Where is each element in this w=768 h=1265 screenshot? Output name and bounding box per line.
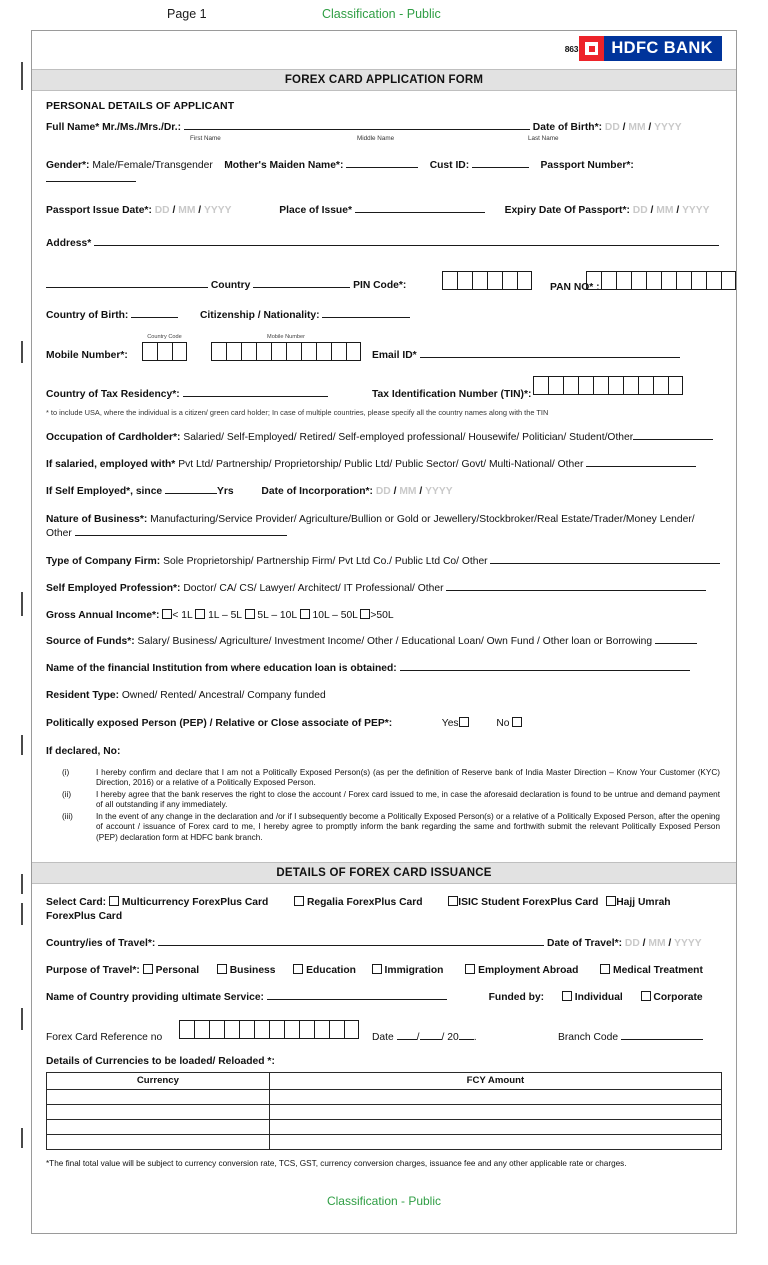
declaration-text: In the event of any change in the declaration and /or if I subsequently become a Politically Exposed Person(s) or a relative of a Politically Exposed Person, after the opening of account / issuance of Forex card to me, I hereby agree to promptly inform the bank regarding the same and forthwith submit the relevant Politically Exposed Person (PEP) declaration form at HDFC bank branch. — [96, 811, 720, 842]
first-name-hint: First Name — [190, 134, 221, 142]
mobile-number-caption: Mobile Number — [267, 334, 305, 341]
address-label: Address* — [46, 237, 92, 249]
purpose-of-travel-label: Purpose of Travel*: — [46, 965, 140, 977]
source-of-funds-other-input[interactable] — [655, 636, 697, 644]
doi-sep-1: / — [393, 486, 397, 498]
ultimate-service-input[interactable] — [267, 992, 447, 1000]
expiry-sep-1: / — [650, 204, 654, 216]
issuance-date-year-input[interactable] — [459, 1031, 474, 1039]
declaration-number: (iii) — [62, 811, 73, 821]
income-checkbox-3[interactable] — [300, 609, 310, 619]
nature-of-business-label: Nature of Business*: — [46, 514, 148, 526]
doi-sep-2: / — [419, 486, 423, 498]
type-of-company-options[interactable]: Sole Proprietorship/ Partnership Firm/ Pvt Ltd Co./ Public Ltd Co/ Other — [163, 555, 488, 567]
funded-by-option-0: Individual — [574, 991, 623, 1003]
full-name-input[interactable] — [184, 122, 530, 130]
declaration-item — [46, 790, 722, 811]
card-checkbox-multicurrency[interactable] — [109, 896, 119, 906]
cell-currency[interactable] — [47, 1104, 270, 1119]
col-header-fcy-amount: FCY Amount — [269, 1072, 721, 1089]
tin-label: Tax Identification Number (TIN)*: — [372, 389, 532, 401]
hdfc-bank-wordmark: HDFC BANK — [604, 36, 722, 61]
occupation-label: Occupation of Cardholder*: — [46, 432, 181, 444]
dob-sep-1: / — [622, 122, 626, 133]
issuance-title: DETAILS OF FOREX CARD ISSUANCE — [276, 867, 492, 880]
declaration-number: (ii) — [62, 789, 72, 799]
income-checkbox-4[interactable] — [360, 609, 370, 619]
type-of-company-other-input[interactable] — [490, 555, 720, 563]
income-checkbox-0[interactable] — [162, 609, 172, 619]
purpose-option-2: Education — [306, 965, 356, 977]
tin-boxes[interactable] — [533, 376, 683, 395]
last-name-hint: Last Name — [528, 134, 559, 142]
passport-issue-month-input[interactable]: MM — [178, 204, 196, 216]
change-bar — [21, 735, 23, 755]
card-checkbox-regalia[interactable] — [294, 896, 304, 906]
currencies-title: Details of Currencies to be loaded/ Reloaded *: — [46, 1055, 275, 1067]
resident-type-label: Resident Type: — [46, 690, 120, 702]
place-of-issue-label: Place of Issue* — [279, 204, 352, 216]
issuance-date-day-input[interactable] — [397, 1031, 417, 1039]
email-label: Email ID* — [372, 350, 417, 362]
mobile-number-label: Mobile Number*: — [46, 350, 128, 362]
cell-fcy-amount[interactable] — [269, 1119, 721, 1134]
source-of-funds-options[interactable]: Salary/ Business/ Agriculture/ Investment Income/ Other / Educational Loan/ Own Fund / Other loan or Borrowing — [137, 636, 653, 648]
passport-issue-day-input[interactable]: DD — [154, 204, 170, 216]
pep-yes-checkbox[interactable] — [459, 717, 469, 727]
form-title: FOREX CARD APPLICATION FORM — [284, 74, 484, 86]
cell-fcy-amount[interactable] — [269, 1104, 721, 1119]
purpose-option-4: Employment Abroad — [478, 965, 579, 977]
citizenship-input[interactable] — [322, 310, 410, 318]
travel-year-input[interactable]: YYYY — [674, 938, 702, 950]
expiry-month-input[interactable]: MM — [656, 204, 674, 216]
form-code: 863 — [564, 43, 579, 54]
change-bar — [21, 1008, 23, 1030]
purpose-checkbox-personal[interactable] — [143, 964, 153, 974]
pin-code-boxes[interactable] — [442, 271, 532, 290]
dob-sep-2: / — [648, 122, 652, 133]
country-code-boxes[interactable] — [142, 342, 187, 361]
mothers-maiden-name-input[interactable] — [346, 159, 418, 167]
forex-application-form: 863 HDFC BANK FOREX CARD APPLICATION FORM PERSONAL DETAILS OF APPLICANT Full Name* Mr./Ms./Mrs./Dr.: Date of Birth*: DD / MM / YYYY First Name Middle Name Last Name Gender*: Male/Female/Transgender Mother's Maiden Name*: Cust ID: Passport Number*: Passport Issue Date*: DD / MM / YYYY Place of Issue* Expiry Date Of Passport*: DD / MM / YYYY Address* Country PIN Code*: PAN NO* : Country of Birth: Citizenship / Nationality: Mobile Number*: Country Code Mobile Number Email ID* Country of Tax Residency*: Tax Identification Number (TIN)*: * to include USA, where the individual is a citizen/ green card holder; In case of multiple countries, please specify all the country names along with the TIN Occupation of Cardholder*: Salaried/ Self-Employed/ Retired/ Self-employed professional/ Housewife/ Politician/ Student/Other If salaried, employed with* Pvt Ltd/ Partnership/ Proprietorship/ Public Ltd/ Public Sector/ Govt/ Multi-National/ Other If Self Employed*, since Yrs Date of Incorporation*: DD / MM / YYYY Nature of Business*: Manufacturing/Service Provider/ Agriculture/Bullion or Gold or Jewellery/Stockbroker/Real Estate/Trader/Money Lender/ Other Type of Company Firm: Sole Proprietorship/ Partnership Firm/ Pvt Ltd Co./ Public Ltd Co/ Other Self Employed Profession*: Doctor/ CA/ CS/ Lawyer/ Architect/ IT Professional/ Other Gross Annual Income*: < 1L 1L – 5L 5L – 10L 10L – 50L >50L Source of Funds*: Salary/ Business/ Agriculture/ Investment Income/ Other / Educational Loan/ Own Fund / Other loan or Borrowing Name of the financial Institution from where education loan is obtained: Resident Type: Owned/ Rented/ Ancestral/ Company funded Politically exposed Person (PEP) / Relative or Close associate of PEP*: Yes No If declared, No: (i) I hereby confirm and declare that I am not a Politically Exposed Person(s) (as per the definition of Reserve bank of India Master Direction – Know Your Customer (KYC) Direction, 2016) or a relative of a Politically Exposed Person. (ii) I hereby agree that the bank reserves the right to close the account / Forex card issued to me, in case the aforesaid declaration is found to be untrue and demand payment of all outstanding if any immediately. (iii) In the event of any change in the declaration and /or if I subsequently become a Politically Exposed Person(s) or a relative of a Politically Exposed Person, after the opening of account / issuance of Forex card to me, I hereby agree to promptly inform the bank regarding the same and forthwith submit the relevant Politically Exposed Person (PEP) declaration form at HDFC bank branch. DETAILS OF FOREX CARD ISSUANCE Select Card: Multicurrency ForexPlus Card Regalia ForexPlus Card ISIC Student ForexPlus Card Hajj Umrah ForexPlus Card Country/ies of Travel*: Date of Travel*: DD / MM / YYYY Purpose of Travel*: Personal Business Education Immigration Employment Abroad Medical Treatment Name of Country providing ultimate Service: Funded by: Individual Corporate Forex Card Reference no Date / / 20 . Branch Code Details of Currencies to be loaded/ Reloaded *: Currency FCY Amount *The final total value will be subject to currency conversion rate, TCS, GST, currency conversion charges, issuance fee and any other applicable rate or charges. Classification - Public — [31, 30, 737, 1234]
if-salaried-other-input[interactable] — [586, 459, 696, 467]
passport-issue-date-label: Passport Issue Date*: — [46, 204, 152, 216]
mobile-number-boxes[interactable] — [211, 342, 361, 361]
table-row — [47, 1104, 722, 1119]
branch-code-label: Branch Code — [558, 1031, 619, 1043]
nature-of-business-options[interactable]: Manufacturing/Service Provider/ Agriculture/Bullion or Gold or Jewellery/Stockbroker/Real Estate/Trader/Money Lender/ — [150, 514, 695, 526]
country-of-birth-input[interactable] — [131, 310, 178, 318]
citizenship-label: Citizenship / Nationality: — [200, 310, 320, 322]
country-of-travel-label: Country/ies of Travel*: — [46, 938, 156, 950]
hdfc-square-icon — [579, 36, 604, 61]
dob-month-input[interactable]: MM — [628, 122, 646, 133]
declaration-item — [46, 768, 722, 789]
income-checkbox-1[interactable] — [195, 609, 205, 619]
financial-institution-input[interactable] — [400, 663, 690, 671]
cust-id-label: Cust ID: — [429, 159, 470, 171]
passport-issue-sep-1: / — [172, 204, 176, 216]
cust-id-input[interactable] — [472, 159, 529, 167]
occupation-other-input[interactable] — [633, 432, 713, 440]
if-declared-no-label: If declared, No: — [46, 746, 121, 758]
logo-strip — [32, 31, 736, 69]
date-of-incorporation-label: Date of Incorporation*: — [261, 486, 373, 498]
funded-by-checkbox-corporate[interactable] — [641, 991, 651, 1001]
card-checkbox-isic-student[interactable] — [448, 896, 458, 906]
place-of-issue-input[interactable] — [355, 204, 485, 212]
cell-currency[interactable] — [47, 1119, 270, 1134]
mobile-number-group — [211, 335, 361, 361]
self-employed-since-input[interactable] — [165, 486, 217, 494]
cell-fcy-amount[interactable] — [269, 1089, 721, 1104]
table-header-row — [47, 1072, 722, 1089]
date-of-travel-label: Date of Travel*: — [547, 938, 623, 950]
table-row — [47, 1089, 722, 1104]
card-option-3: Hajj Umrah ForexPlus Card — [46, 897, 671, 923]
change-bar — [21, 592, 23, 616]
branch-code-input[interactable] — [621, 1031, 703, 1039]
country-label: Country — [210, 280, 251, 292]
occupation-options[interactable]: Salaried/ Self-Employed/ Retired/ Self-employed professional/ Housewife/ Politician/ Student/Other — [183, 432, 634, 444]
ultimate-service-label: Name of Country providing ultimate Service: — [46, 991, 264, 1003]
cell-fcy-amount[interactable] — [269, 1134, 721, 1149]
income-option-2: 5L – 10L — [257, 609, 297, 621]
income-option-1: 1L – 5L — [208, 609, 242, 621]
dob-day-input[interactable]: DD — [604, 122, 620, 133]
issuance-date-year-prefix: / 20 — [441, 1031, 459, 1043]
issuance-date-label: Date — [372, 1031, 394, 1043]
self-employed-profession-other-input[interactable] — [446, 582, 706, 590]
doi-day-input[interactable]: DD — [375, 486, 391, 498]
declaration-item — [46, 812, 722, 844]
doi-month-input[interactable]: MM — [399, 486, 417, 498]
reference-no-label: Forex Card Reference no — [46, 1031, 163, 1043]
resident-type-options[interactable]: Owned/ Rented/ Ancestral/ Company funded — [121, 690, 326, 702]
passport-number-label: Passport Number*: — [540, 159, 634, 171]
self-employed-profession-options[interactable]: Doctor/ CA/ CS/ Lawyer/ Architect/ IT Professional/ Other — [183, 582, 444, 594]
purpose-option-5: Medical Treatment — [613, 965, 703, 977]
doi-year-input[interactable]: YYYY — [425, 486, 453, 498]
travel-sep-2: / — [668, 938, 672, 950]
declaration-text: I hereby agree that the bank reserves the right to close the account / Forex card issued to me, in case the aforesaid declaration is found to be untrue and demand payment of all outstanding if any immediately. — [96, 789, 720, 810]
type-of-company-label: Type of Company Firm: — [46, 555, 161, 567]
currency-table — [46, 1072, 722, 1150]
declaration-number: (i) — [62, 767, 70, 777]
issuance-date-month-input[interactable] — [420, 1031, 442, 1039]
tax-residency-label: Country of Tax Residency*: — [46, 389, 180, 401]
financial-institution-label: Name of the financial Institution from where education loan is obtained: — [46, 663, 397, 675]
if-salaried-options[interactable]: Pvt Ltd/ Partnership/ Proprietorship/ Public Ltd/ Public Sector/ Govt/ Multi-National/ Other — [178, 459, 584, 471]
passport-issue-sep-2: / — [198, 204, 202, 216]
travel-month-input[interactable]: MM — [648, 938, 666, 950]
gender-options[interactable]: Male/Female/Transgender — [92, 159, 213, 171]
col-header-currency: Currency — [47, 1072, 270, 1089]
address-input-line2[interactable] — [46, 280, 208, 288]
self-employed-since-unit: Yrs — [217, 486, 234, 498]
mothers-maiden-name-label: Mother's Maiden Name*: — [224, 159, 344, 171]
country-code-group — [142, 335, 187, 361]
cell-currency[interactable] — [47, 1089, 270, 1104]
funded-by-option-1: Corporate — [653, 991, 703, 1003]
card-option-1: Regalia ForexPlus Card — [306, 897, 423, 909]
purpose-option-0: Personal — [155, 965, 200, 977]
change-bar — [21, 903, 23, 925]
funded-by-checkbox-individual[interactable] — [562, 991, 572, 1001]
form-title-bar — [32, 69, 736, 91]
country-of-birth-label: Country of Birth: — [46, 310, 129, 322]
country-of-travel-input[interactable] — [158, 938, 544, 946]
purpose-checkbox-employment-abroad[interactable] — [465, 964, 475, 974]
purpose-checkbox-medical-treatment[interactable] — [600, 964, 610, 974]
declaration-text: I hereby confirm and declare that I am not a Politically Exposed Person(s) (as per the definition of Reserve bank of India Master Direction – Know Your Customer (KYC) Direction, 2016) or a relative of a Politically Exposed Person. — [96, 767, 720, 788]
purpose-checkbox-business[interactable] — [217, 964, 227, 974]
self-employed-since-label: If Self Employed*, since — [46, 486, 163, 498]
change-bar — [21, 62, 23, 90]
nature-of-business-other-input[interactable] — [75, 527, 287, 535]
funded-by-label: Funded by: — [488, 991, 545, 1003]
select-card-label: Select Card: — [46, 897, 107, 909]
nature-of-business-other-label: Other — [46, 527, 72, 539]
expiry-day-input[interactable]: DD — [632, 204, 648, 216]
dob-year-input[interactable]: YYYY — [654, 122, 682, 133]
pep-no-label: No — [496, 718, 510, 730]
gender-label: Gender*: — [46, 159, 90, 171]
purpose-option-1: Business — [229, 965, 276, 977]
address-input-line1[interactable] — [94, 237, 719, 245]
change-bar — [21, 341, 23, 363]
email-input[interactable] — [420, 350, 680, 358]
page-number: Page 1 — [167, 7, 207, 21]
if-salaried-label: If salaried, employed with* — [46, 459, 176, 471]
income-option-3: 10L – 50L — [312, 609, 358, 621]
travel-day-input[interactable]: DD — [624, 938, 640, 950]
change-bar — [21, 874, 23, 894]
issuance-date-suffix: . — [473, 1031, 477, 1043]
pan-no-boxes[interactable] — [586, 271, 736, 290]
hdfc-bank-logo — [565, 36, 722, 61]
tin-footnote: * to include USA, where the individual is a citizen/ green card holder; In case of multiple countries, please specify all the country names along with the TIN — [46, 408, 549, 418]
cell-currency[interactable] — [47, 1134, 270, 1149]
expiry-year-input[interactable]: YYYY — [682, 204, 710, 216]
pep-label: Politically exposed Person (PEP) / Relative or Close associate of PEP*: — [46, 718, 393, 730]
page-header — [0, 0, 768, 30]
reference-no-boxes[interactable] — [179, 1020, 359, 1039]
purpose-checkbox-education[interactable] — [293, 964, 303, 974]
purpose-checkbox-immigration[interactable] — [372, 964, 382, 974]
country-input[interactable] — [253, 280, 350, 288]
issuance-title-bar — [32, 862, 736, 884]
income-checkbox-2[interactable] — [245, 609, 255, 619]
expiry-date-label: Expiry Date Of Passport*: — [504, 204, 630, 216]
change-bar — [21, 1128, 23, 1148]
middle-name-hint: Middle Name — [357, 134, 395, 142]
footer-classification: Classification - Public — [326, 1193, 442, 1208]
personal-details-heading: PERSONAL DETAILS OF APPLICANT — [46, 100, 235, 112]
country-code-caption: Country Code — [147, 334, 182, 341]
pin-code-label: PIN Code*: — [353, 280, 407, 292]
gross-annual-income-label: Gross Annual Income*: — [46, 609, 160, 621]
passport-issue-year-input[interactable]: YYYY — [204, 204, 232, 216]
classification-label: Classification - Public — [322, 7, 441, 21]
travel-sep-1: / — [642, 938, 646, 950]
card-option-0: Multicurrency ForexPlus Card — [121, 897, 269, 909]
full-name-label: Full Name* Mr./Ms./Mrs./Dr.: — [46, 122, 182, 133]
expiry-sep-2: / — [676, 204, 680, 216]
income-option-4: >50L — [370, 609, 394, 621]
pep-no-checkbox[interactable] — [512, 717, 522, 727]
table-row — [47, 1119, 722, 1134]
pep-yes-label: Yes — [441, 718, 459, 730]
income-option-0: < 1L — [172, 609, 193, 621]
purpose-option-3: Immigration — [384, 965, 444, 977]
table-row — [47, 1134, 722, 1149]
issuance-footnote: *The final total value will be subject to currency conversion rate, TCS, GST, currency conversion charges, issuance fee and any other applicable rate or charges. — [46, 1158, 627, 1168]
card-option-2: ISIC Student ForexPlus Card — [458, 897, 599, 909]
tax-residency-input[interactable] — [183, 389, 328, 397]
card-checkbox-hajj-umrah[interactable] — [606, 896, 616, 906]
dob-label: Date of Birth*: — [532, 122, 603, 133]
self-employed-profession-label: Self Employed Profession*: — [46, 582, 181, 594]
source-of-funds-label: Source of Funds*: — [46, 636, 135, 648]
pan-no-label: PAN NO* : — [550, 282, 600, 294]
passport-number-input[interactable] — [46, 173, 136, 181]
pep-declaration-list — [46, 768, 722, 844]
